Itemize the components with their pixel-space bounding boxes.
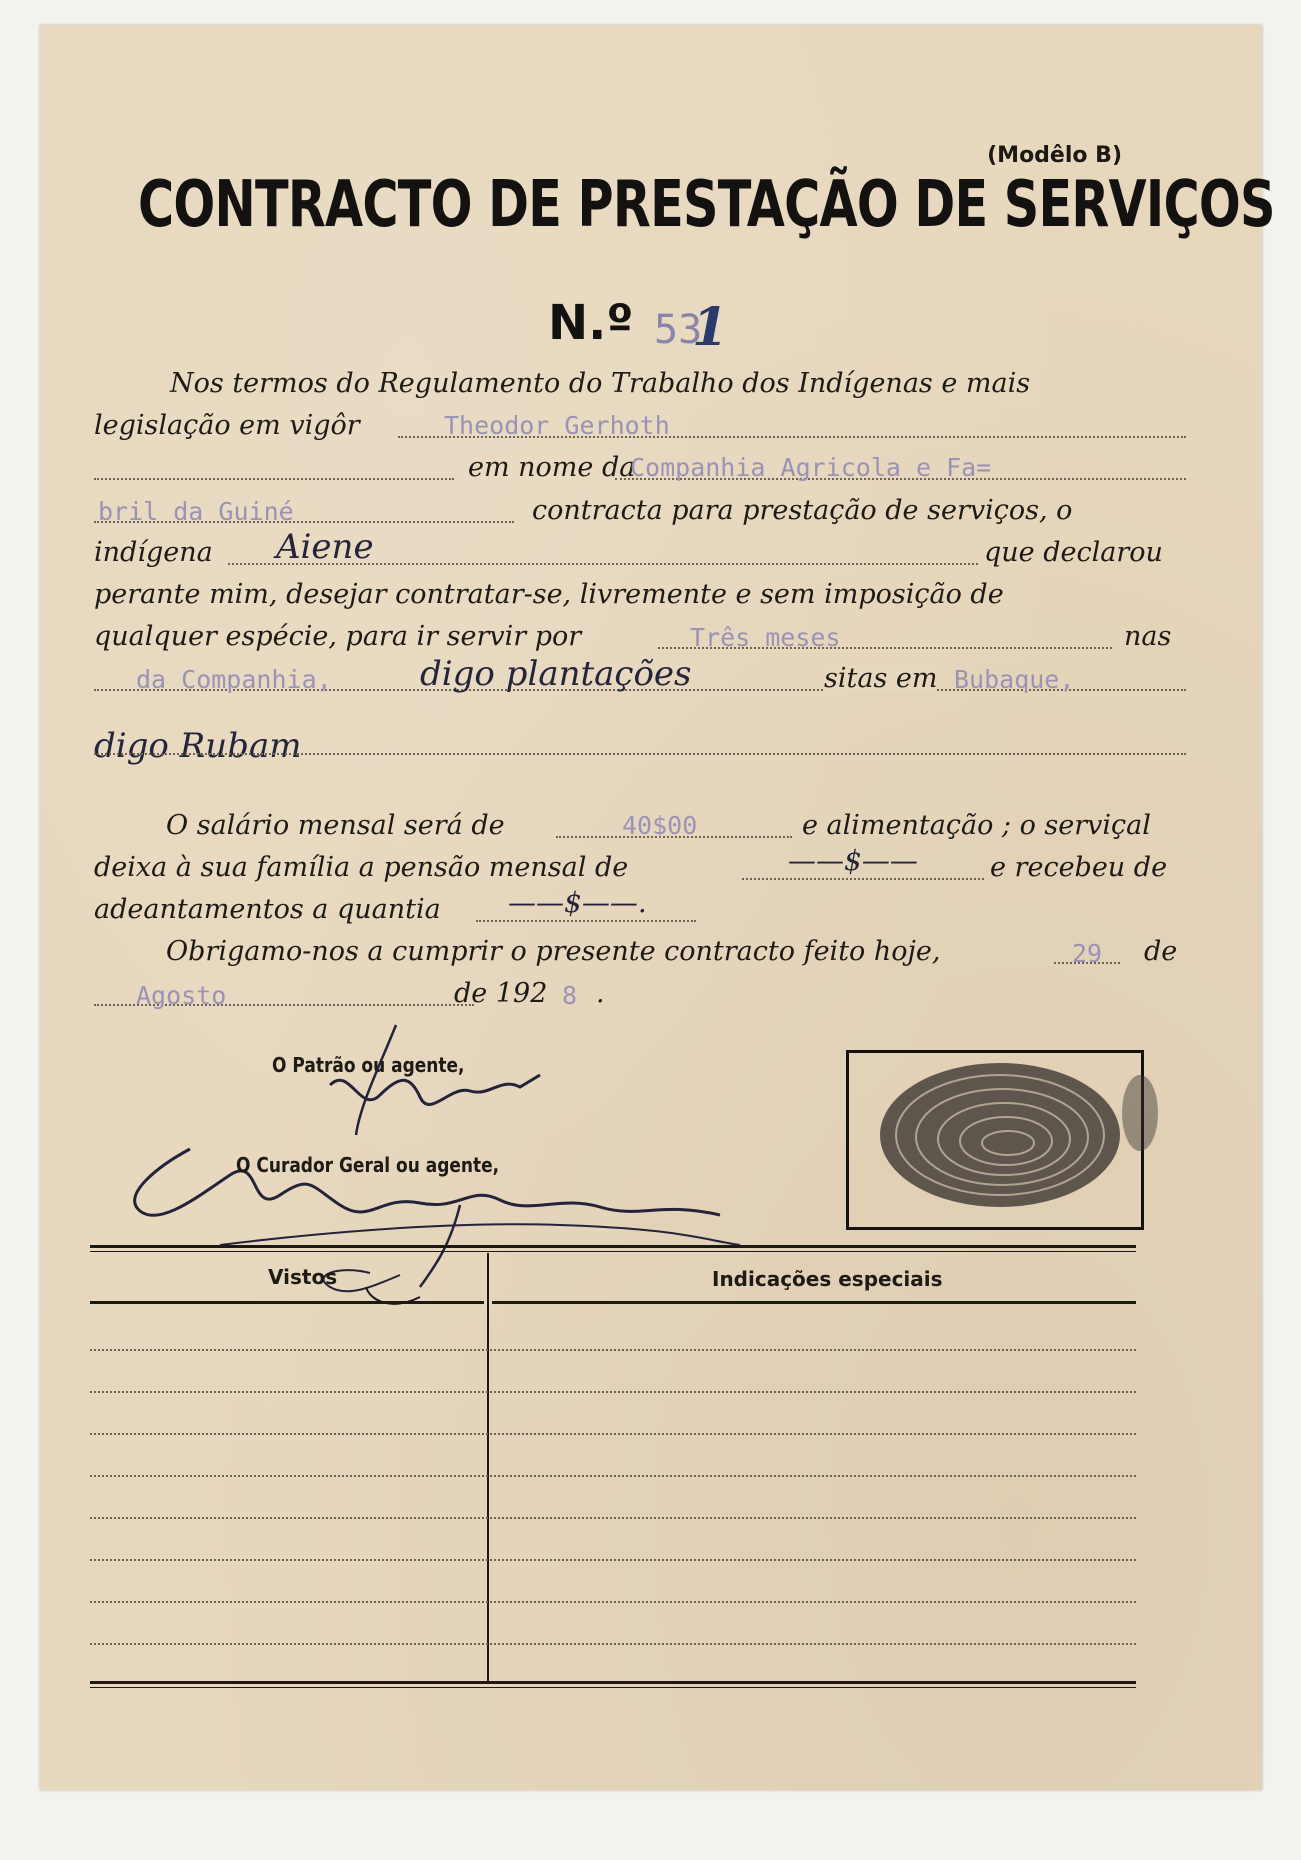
table-row-line: [90, 1349, 1136, 1351]
monthly-pension: ——$——: [788, 844, 918, 877]
body-line-5b: que declarou: [984, 537, 1163, 568]
contract-number-stamped: 53: [654, 307, 703, 353]
salary-line-b: e alimentação ; o serviçal: [802, 810, 1151, 841]
employer-name: Theodor Gerhoth: [444, 411, 670, 440]
advance-amount: ——$——.: [508, 886, 647, 919]
advance-line: adeantamentos a quantia: [94, 894, 441, 925]
model-label: (Modêlo B): [987, 143, 1122, 168]
year-label: de 192: [454, 978, 548, 1009]
service-duration: Três meses: [690, 623, 841, 652]
contract-number-label: N.º: [548, 295, 634, 351]
table-bottom-rule-thin: [90, 1687, 1136, 1688]
contract-month: Agosto: [136, 981, 227, 1010]
location-typed: Bubaque,: [954, 665, 1075, 694]
company-name-a: Companhia Agricola e Fa=: [630, 453, 992, 482]
table-row-line: [90, 1517, 1136, 1519]
pension-line-b: e recebeu de: [990, 852, 1168, 883]
place-handwritten: digo plantações: [420, 654, 692, 694]
table-header-rule-left: [90, 1301, 484, 1304]
place-typed: da Companhia,: [136, 665, 332, 694]
body-line-8: sitas em: [824, 663, 938, 694]
salary-line: O salário mensal será de: [166, 810, 505, 841]
company-name-b: bril da Guiné: [98, 497, 294, 526]
body-line-7b: nas: [1124, 621, 1172, 652]
worker-name: Aiene: [276, 527, 374, 567]
monthly-salary: 40$00: [622, 811, 698, 840]
table-row-line: [90, 1559, 1136, 1561]
table-header-rule-right: [492, 1301, 1136, 1304]
table-bottom-rule: [90, 1681, 1136, 1684]
body-line-5: indígena: [94, 537, 213, 568]
body-line-3: em nome da: [468, 452, 636, 483]
contract-number-handwritten: 1: [692, 297, 729, 358]
table-row-line: [90, 1391, 1136, 1393]
table-column-divider: [487, 1253, 489, 1681]
table-row-line: [90, 1643, 1136, 1645]
body-line-6: perante mim, desejar contratar-se, livremente e sem imposição de: [94, 579, 1004, 610]
table-row-line: [90, 1433, 1136, 1435]
agreement-line: Obrigamo-nos a cumprir o presente contracto feito hoje,: [166, 936, 941, 967]
location-handwritten: digo Rubam: [94, 726, 302, 766]
column-header-vistos: Vistos: [268, 1265, 338, 1289]
table-top-rule: [90, 1245, 1136, 1248]
contract-day: 29: [1072, 939, 1103, 968]
fingerprint-icon: [40, 25, 1275, 1790]
body-line-4: contracta para prestação de serviços, o: [532, 495, 1073, 526]
agreement-line-b: de: [1144, 936, 1178, 967]
curator-signature-label: O Curador Geral ou agente,: [236, 1153, 500, 1177]
column-header-indicacoes: Indicações especiais: [712, 1267, 943, 1291]
pension-line: deixa à sua família a pensão mensal de: [94, 852, 629, 883]
body-line-2: legislação em vigôr: [94, 410, 360, 441]
table-row-line: [90, 1475, 1136, 1477]
year-end: .: [596, 978, 605, 1009]
table-row-line: [90, 1601, 1136, 1603]
body-line-7: qualquer espécie, para ir servir por: [94, 621, 582, 652]
contract-form: [40, 25, 1275, 1790]
employer-signature-label: O Patrão ou agente,: [272, 1053, 465, 1077]
body-line-1: Nos termos do Regulamento do Trabalho dos Indígenas e mais: [170, 368, 1031, 399]
form-title: CONTRACTO DE PRESTAÇÃO DE SERVIÇOS: [138, 168, 1275, 242]
table-top-rule-thin: [90, 1251, 1136, 1252]
year-digit: 8: [562, 981, 578, 1010]
